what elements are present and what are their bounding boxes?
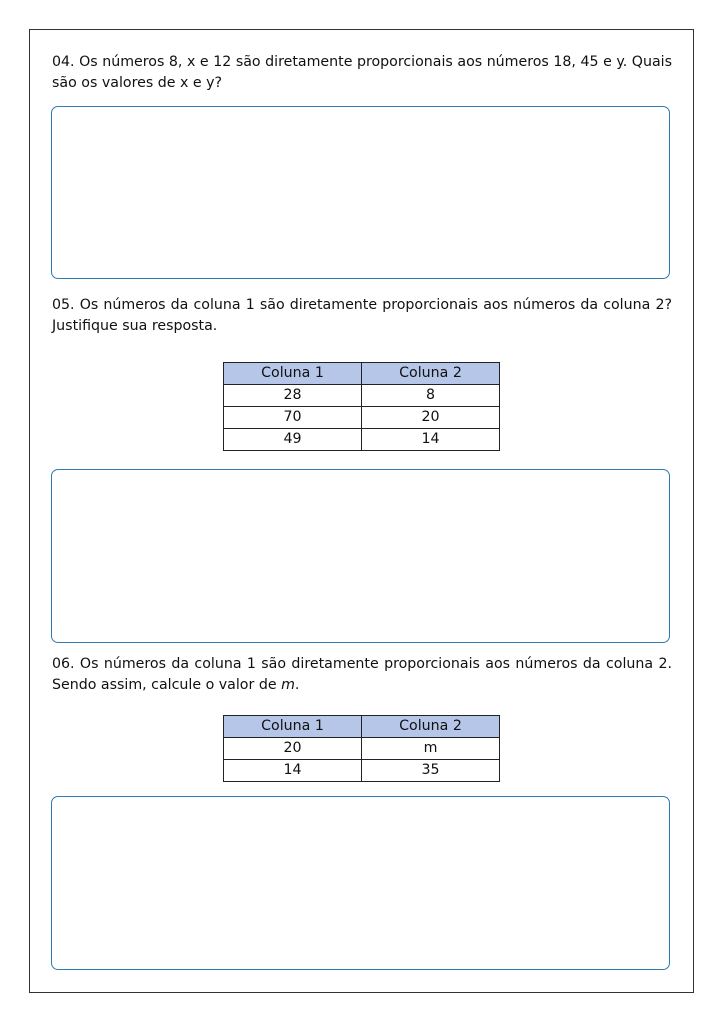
table-header-coluna-1: Coluna 1 [224,716,362,738]
table-header-coluna-2: Coluna 2 [362,716,500,738]
table-cell: 8 [362,385,500,407]
table-cell: 49 [224,429,362,451]
table-cell: 28 [224,385,362,407]
table-cell: m [362,738,500,760]
table-row [224,407,500,429]
table-cell: 35 [362,760,500,782]
table-header-coluna-2: Coluna 2 [362,363,500,385]
table-cell: 20 [224,738,362,760]
table-header-coluna-1: Coluna 1 [224,363,362,385]
table-row [224,429,500,451]
table-cell: 14 [362,429,500,451]
table-cell: 14 [224,760,362,782]
table-row [224,760,500,782]
answer-box-06[interactable] [51,796,670,970]
table-cell: 20 [362,407,500,429]
table-05 [223,362,500,451]
table-header-row [224,363,500,385]
question-06-variable: m [281,677,295,693]
answer-box-04[interactable] [51,106,670,279]
question-06-text [52,654,672,696]
question-06-text-end: . [294,677,300,693]
answer-box-05[interactable] [51,469,670,643]
question-05-text: 05. Os números da coluna 1 são diretamente proporcionais aos números da coluna 2? Justifique sua resposta. [52,297,672,334]
table-row [224,738,500,760]
question-06-text-start: 06. Os números da coluna 1 são diretamente proporcionais aos números da coluna 2. Sendo assim, calcule o valor de [52,656,672,693]
table-06 [223,715,500,782]
table-header-row [224,716,500,738]
table-row [224,385,500,407]
question-04-text: 04. Os números 8, x e 12 são diretamente proporcionais aos números 18, 45 e y. Quais são os valores de x e y? [52,54,672,91]
table-cell: 70 [224,407,362,429]
